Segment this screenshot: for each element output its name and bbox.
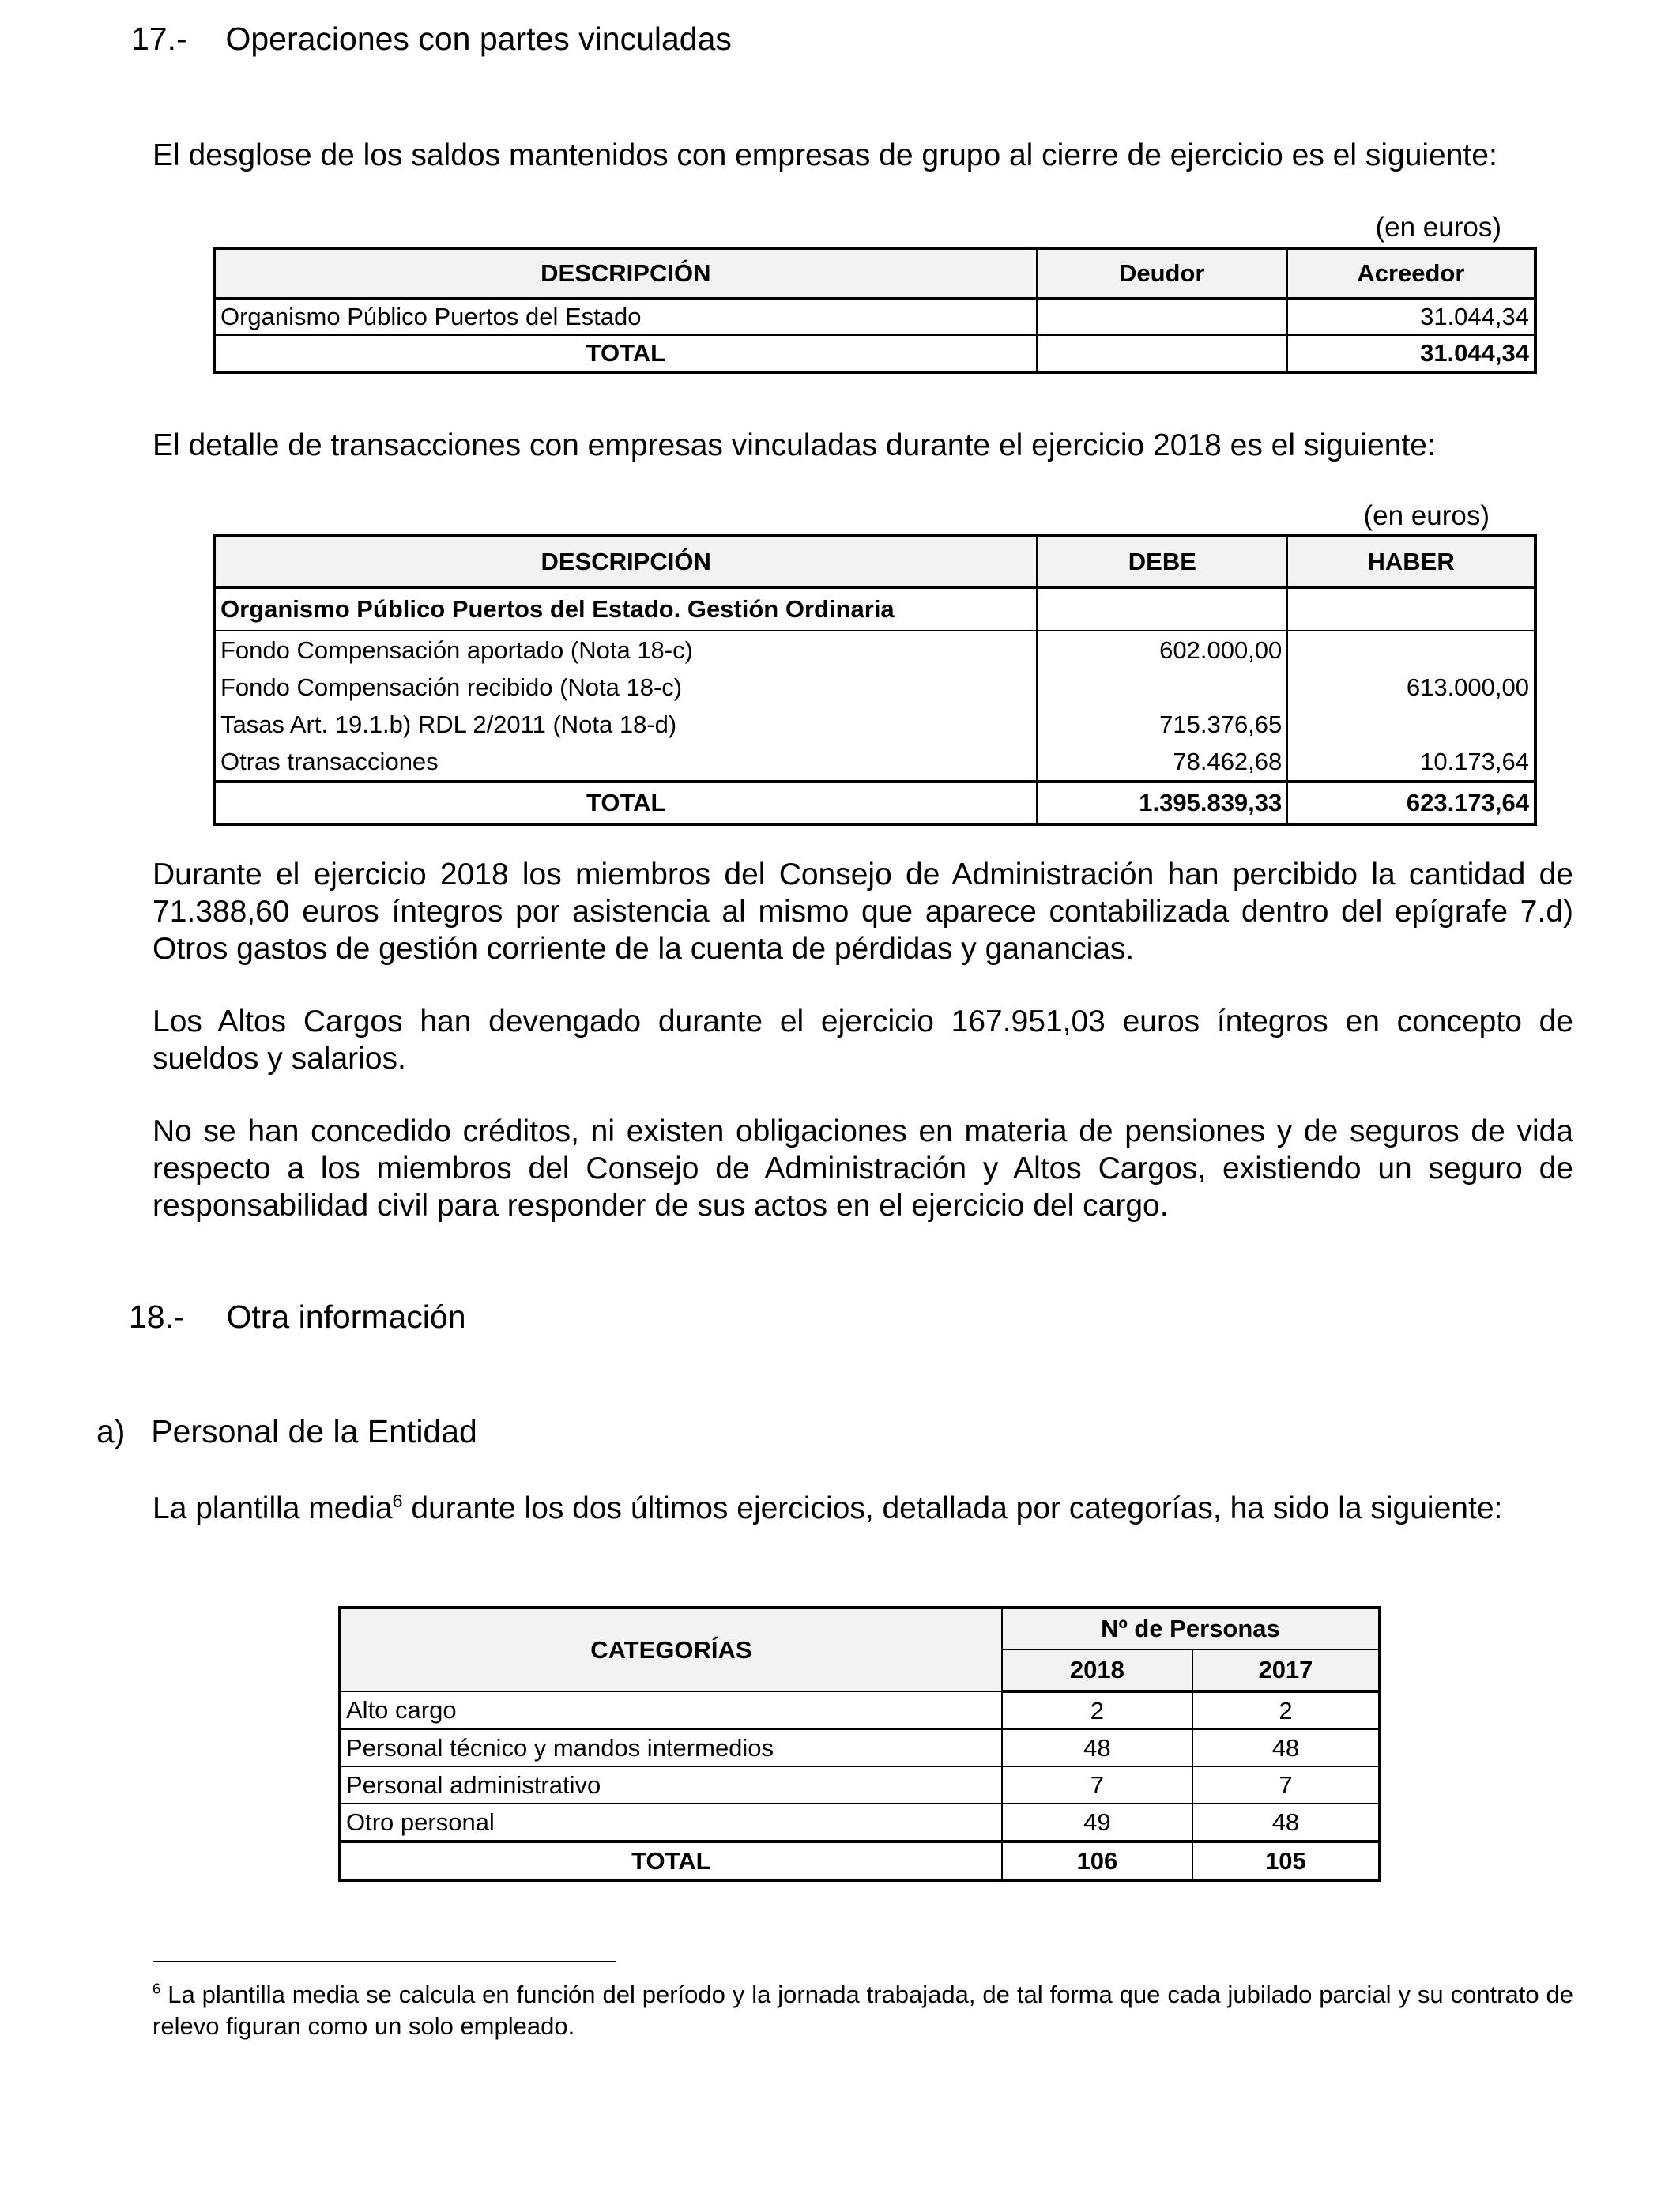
row-categoria: Personal técnico y mandos intermedios [340, 1729, 1002, 1766]
paragraph-altos-cargos: Los Altos Cargos han devengado durante el ejercicio 167.951,03 euros íntegros en concepto de sueldos y salarios. [153, 1005, 1573, 1076]
total-label: TOTAL [214, 782, 1037, 824]
row-desc: Otras transacciones [214, 743, 1037, 782]
table-subheader-row [214, 588, 1535, 631]
subheader-desc: Organismo Público Puertos del Estado. Gestión Ordinaria [214, 588, 1037, 631]
total-label: TOTAL [214, 335, 1037, 372]
total-deudor [1037, 335, 1287, 372]
intro-saldos: El desglose de los saldos mantenidos con empresas de grupo al cierre de ejercicio es el siguiente: [153, 138, 1497, 172]
row-debe: 602.000,00 [1037, 631, 1287, 669]
col-header-haber: HABER [1287, 536, 1535, 588]
total-2018: 106 [1002, 1842, 1192, 1880]
section-17-title: Operaciones con partes vinculadas [225, 21, 732, 57]
row-deudor [1037, 299, 1287, 336]
table-total-row [214, 335, 1535, 372]
subheader-debe-empty [1037, 588, 1287, 631]
row-desc: Tasas Art. 19.1.b) RDL 2/2011 (Nota 18-d) [214, 706, 1037, 743]
total-haber: 623.173,64 [1287, 782, 1535, 824]
table-total-row [340, 1842, 1380, 1880]
row-debe: 78.462,68 [1037, 743, 1287, 782]
row-acreedor: 31.044,34 [1287, 299, 1535, 336]
saldos-table [213, 247, 1537, 374]
total-acreedor: 31.044,34 [1287, 335, 1535, 372]
section-17-number: 17.- [131, 21, 187, 57]
row-2018: 49 [1002, 1804, 1192, 1842]
col-header-debe: DEBE [1037, 536, 1287, 588]
table-row [214, 706, 1535, 743]
row-2017: 48 [1192, 1804, 1380, 1842]
table-header-row [214, 536, 1535, 588]
col-header-categorias: CATEGORÍAS [340, 1608, 1002, 1691]
row-2017: 2 [1192, 1691, 1380, 1729]
row-debe [1037, 669, 1287, 706]
row-categoria: Alto cargo [340, 1691, 1002, 1729]
row-haber: 10.173,64 [1287, 743, 1535, 782]
col-header-acreedor: Acreedor [1287, 248, 1535, 299]
footnote [153, 1979, 1573, 2042]
row-haber: 613.000,00 [1287, 669, 1535, 706]
table-header-row [340, 1608, 1380, 1649]
section-18-number: 18.- [129, 1299, 185, 1335]
intro-plantilla-start: La plantilla media [153, 1491, 393, 1525]
col-header-descripcion: DESCRIPCIÓN [214, 536, 1037, 588]
total-debe: 1.395.839,33 [1037, 782, 1287, 824]
total-label: TOTAL [340, 1842, 1002, 1880]
row-2018: 2 [1002, 1691, 1192, 1729]
table-row [214, 631, 1535, 669]
intro-transacciones: El detalle de transacciones con empresas vinculadas durante el ejercicio 2018 es el siguiente: [153, 428, 1436, 462]
row-categoria: Personal administrativo [340, 1766, 1002, 1804]
table-total-row [214, 782, 1535, 824]
footnote-ref: 6 [392, 1491, 403, 1511]
total-2017: 105 [1192, 1842, 1380, 1880]
table-header-row [214, 248, 1535, 299]
plantilla-table [338, 1606, 1381, 1882]
row-2017: 7 [1192, 1766, 1380, 1804]
table-row [214, 743, 1535, 782]
intro-plantilla [153, 1490, 1502, 1527]
transacciones-table [213, 534, 1537, 826]
table-row [340, 1766, 1380, 1804]
paragraph-consejo: Durante el ejercicio 2018 los miembros del Consejo de Administración han percibido la cantidad de 71.388,60 euros íntegros por asistencia al mismo que aparece contabilizada dentro del epígrafe 7.d) Otros gastos de gestión corriente de la cuenta de pérdidas y ganancias. [153, 858, 1573, 966]
row-desc: Fondo Compensación recibido (Nota 18-c) [214, 669, 1037, 706]
section-18-title: Otra información [226, 1299, 466, 1335]
row-haber [1287, 631, 1535, 669]
subsection-a-heading [96, 1413, 477, 1450]
footnote-text: La plantilla media se calcula en función del período y la jornada trabajada, de tal forma que cada jubilado parcial y su contrato de relevo figuran como un solo empleado. [153, 1981, 1573, 2040]
footnote-divider [153, 1961, 616, 1962]
table-row [340, 1804, 1380, 1842]
paragraph-creditos: No se han concedido créditos, ni existen obligaciones en materia de pensiones y de seguros de vida respecto a los miembros del Consejo de Administración y Altos Cargos, existiendo un seguro de responsabilidad civil para responder de sus actos en el ejercicio del cargo. [153, 1114, 1573, 1223]
col-header-personas: Nº de Personas [1002, 1608, 1380, 1649]
row-2017: 48 [1192, 1729, 1380, 1766]
col-header-descripcion: DESCRIPCIÓN [214, 248, 1037, 299]
subsection-a-title: Personal de la Entidad [151, 1413, 477, 1449]
row-2018: 7 [1002, 1766, 1192, 1804]
table2-unit: (en euros) [1363, 500, 1490, 531]
table-row [340, 1729, 1380, 1766]
row-categoria: Otro personal [340, 1804, 1002, 1842]
row-desc: Fondo Compensación aportado (Nota 18-c) [214, 631, 1037, 669]
col-header-deudor: Deudor [1037, 248, 1287, 299]
row-debe: 715.376,65 [1037, 706, 1287, 743]
table1-unit: (en euros) [1375, 212, 1501, 243]
subheader-haber-empty [1287, 588, 1535, 631]
footnote-number: 6 [153, 1980, 161, 1997]
row-desc: Organismo Público Puertos del Estado [214, 299, 1037, 336]
row-haber [1287, 706, 1535, 743]
col-header-2018: 2018 [1002, 1649, 1192, 1691]
section-17-heading [131, 21, 732, 58]
table-row [214, 669, 1535, 706]
row-2018: 48 [1002, 1729, 1192, 1766]
col-header-2017: 2017 [1192, 1649, 1380, 1691]
subsection-a-label: a) [96, 1413, 126, 1449]
section-18-heading [129, 1299, 466, 1336]
table-row [214, 299, 1535, 336]
intro-plantilla-end: durante los dos últimos ejercicios, detallada por categorías, ha sido la siguiente: [402, 1491, 1503, 1525]
table-row [340, 1691, 1380, 1729]
